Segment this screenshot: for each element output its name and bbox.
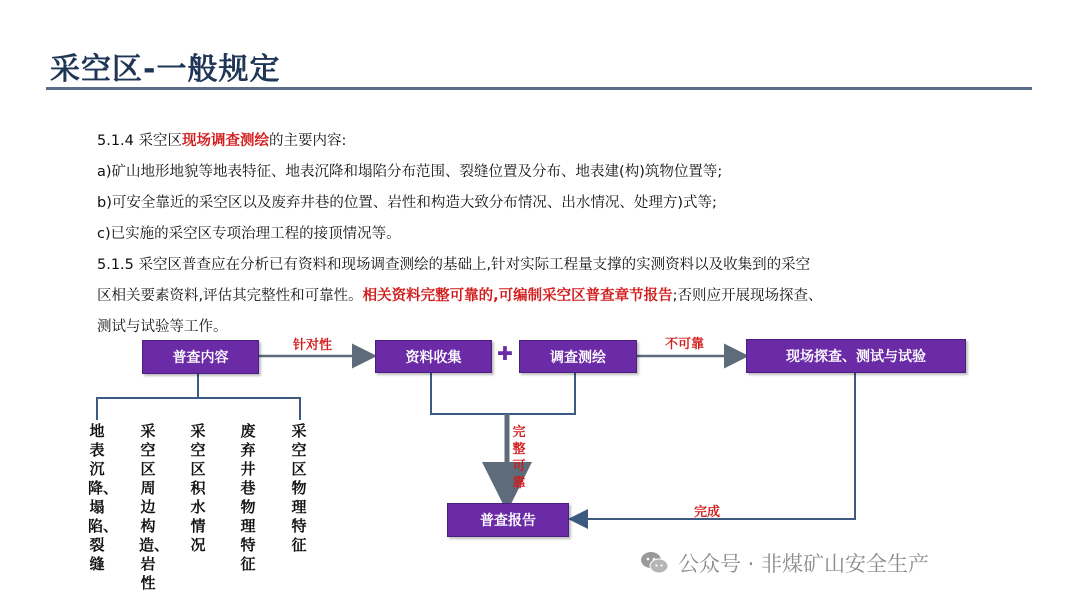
box-survey: 调查测绘	[519, 340, 637, 373]
edge-label-unreliable: 不可靠	[665, 337, 705, 352]
text-line-2: a)矿山地形地貌等地表特征、地表沉降和塌陷分布范围、裂缝位置及分布、地表建(构)筑物位置等;	[97, 164, 723, 180]
plus-icon: ✚	[497, 343, 513, 365]
watermark	[640, 548, 929, 578]
text-l6-red: 相关资料完整可靠的,可编制采空区普查章节报告	[362, 288, 673, 304]
census-bracket	[97, 372, 300, 420]
text-line-4: c)已实施的采空区专项治理工程的接顶情况等。	[97, 226, 401, 242]
edge-label-complete-reliable: 完整可靠	[512, 425, 526, 491]
branch-goaf-physical: 采空区物理特征	[291, 422, 307, 554]
text-l6-a: 区相关要素资料,评估其完整性和可靠性。	[97, 288, 363, 304]
watermark-text: 公众号 · 非煤矿山安全生产	[678, 552, 930, 576]
text-line-5: 5.1.5 采空区普查应在分析已有资料和现场调查测绘的基础上,针对实际工程量支撑的实测资料以及收集到的采空	[97, 257, 811, 273]
box-explore: 现场探查、测试与试验	[746, 339, 966, 373]
text-line-7: 测试与试验等工作。	[97, 319, 228, 335]
text-l1-red: 现场调查测绘	[182, 133, 270, 149]
box-collect: 资料收集	[375, 340, 492, 373]
text-l1-a: 5.1.4 采空区	[97, 133, 183, 149]
text-line-3: b)可安全靠近的采空区以及废弃井巷的位置、岩性和构造大致分布情况、出水情况、处理方)式等;	[97, 195, 717, 211]
text-l1-b: 的主要内容:	[269, 133, 347, 149]
text-l6-b: ;否则应开展现场探查、	[672, 288, 823, 304]
branch-tunnel: 废弃井巷物理特征	[240, 422, 256, 573]
edge-label-done: 完成	[694, 505, 721, 520]
branch-structure: 采空区周边构造、岩性	[139, 422, 170, 592]
wechat-icon	[640, 550, 670, 576]
box-report: 普查报告	[447, 503, 569, 537]
arrow-explore-to-report	[572, 372, 855, 519]
branch-water: 采空区积水情况	[190, 422, 206, 554]
arrow-collect-survey-to-report	[431, 372, 575, 414]
box-census: 普查内容	[142, 340, 259, 374]
edge-label-target: 针对性	[293, 338, 333, 353]
branch-surface: 地表沉降、塌陷、裂缝	[88, 422, 119, 573]
slide-title: 采空区-一般规定	[50, 52, 281, 87]
